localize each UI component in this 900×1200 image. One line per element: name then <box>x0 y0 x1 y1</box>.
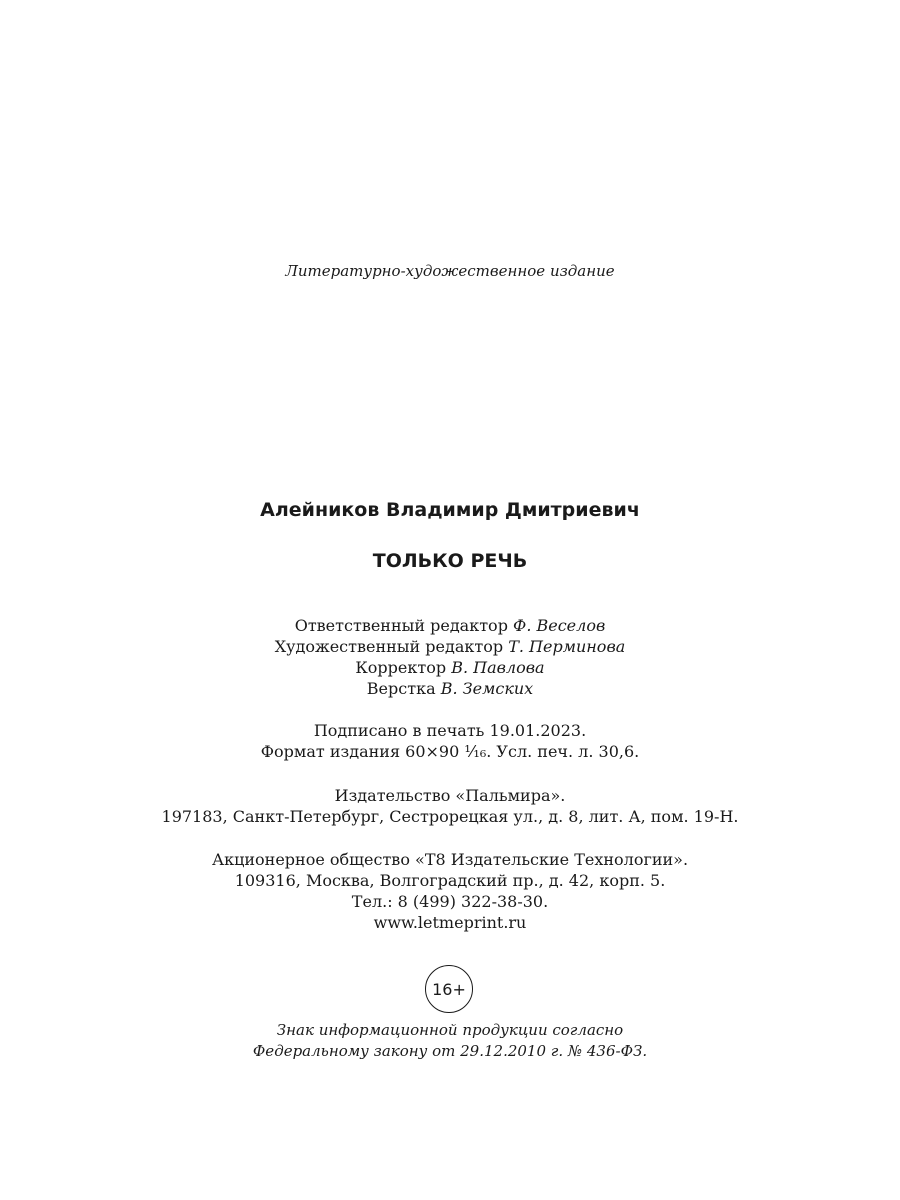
publisher-address: 197183, Санкт-Петербург, Сестрорецкая ул., д. 8, лит. А, пом. 19-Н. <box>161 807 739 826</box>
print-signed-date: Подписано в печать 19.01.2023. <box>313 721 587 740</box>
printer-website: www.letmeprint.ru <box>373 913 527 932</box>
printer-phone: Тел.: 8 (499) 322-38-30. <box>351 892 549 911</box>
credit-role: Ответственный редактор <box>294 616 508 635</box>
age-rating-badge: 16+ <box>425 965 473 1013</box>
credit-role: Корректор <box>355 658 447 677</box>
credit-name: В. Земских <box>440 679 534 698</box>
credit-name: В. Павлова <box>451 658 545 677</box>
age-notice-line-1: Знак информационной продукции согласно <box>276 1021 624 1039</box>
print-format: Формат издания 60×90 ¹⁄₁₆. Усл. печ. л. 30,6. <box>260 742 640 761</box>
credit-name: Ф. Веселов <box>513 616 606 635</box>
author-name: Алейников Владимир Дмитриевич <box>260 499 640 521</box>
credit-role: Художественный редактор <box>274 637 504 656</box>
credit-line-art-editor <box>0 637 900 657</box>
edition-type: Литературно-художественное издание <box>285 262 615 280</box>
age-notice-line-2: Федеральному закону от 29.12.2010 г. № 436-ФЗ. <box>252 1042 648 1060</box>
credit-line-proofreader <box>0 658 900 678</box>
credit-role: Верстка <box>366 679 436 698</box>
book-title: ТОЛЬКО РЕЧЬ <box>372 550 528 572</box>
credit-line-layout <box>0 679 900 699</box>
credit-line-editor <box>0 616 900 636</box>
printer-name: Акционерное общество «Т8 Издательские Технологии». <box>211 850 689 869</box>
publisher-name: Издательство «Пальмира». <box>334 786 566 805</box>
printer-address: 109316, Москва, Волгоградский пр., д. 42, корп. 5. <box>234 871 666 890</box>
credit-name: Т. Перминова <box>508 637 626 656</box>
